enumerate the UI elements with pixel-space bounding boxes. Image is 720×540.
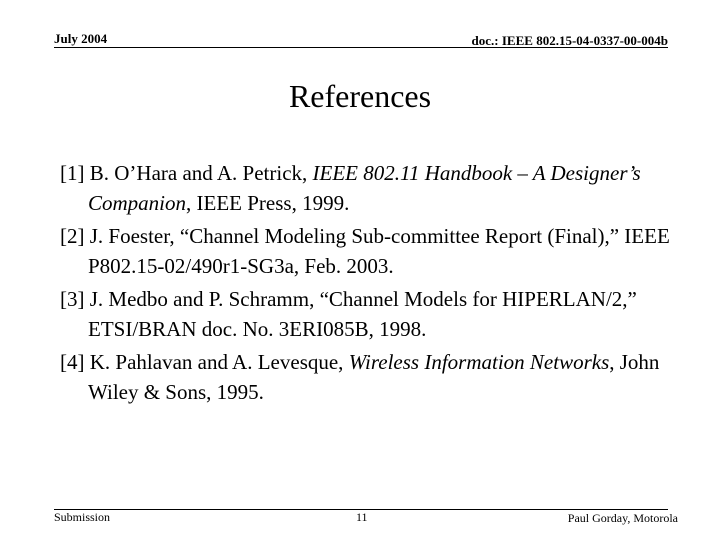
- reference-text-end: , John Wiley & Sons, 1995.: [88, 350, 660, 404]
- slide-title: References: [288, 78, 432, 114]
- reference-text: B. O’Hara and A. Petrick,: [89, 161, 313, 185]
- footer-author: Paul Gorday, Motorola: [567, 511, 678, 525]
- header-doc-id: doc.: IEEE 802.15-04-0337-00-004b: [471, 33, 668, 48]
- header-rule: [54, 47, 668, 48]
- reference-item: [60, 221, 680, 281]
- reference-text-end: , IEEE Press, 1999.: [186, 191, 350, 215]
- reference-number: [4]: [60, 350, 85, 374]
- header-date: July 2004: [54, 31, 108, 46]
- reference-text: K. Pahlavan and A. Levesque,: [89, 350, 349, 374]
- reference-number: [2]: [60, 224, 85, 248]
- reference-number: [3]: [60, 287, 85, 311]
- reference-item: [60, 158, 680, 218]
- reference-italic: IEEE 802.11 Handbook – A Designer’s Companion: [88, 161, 641, 215]
- footer-page-number: 11: [356, 510, 368, 524]
- reference-text: J. Foester, “Channel Modeling Sub-committee Report (Final),” IEEE P802.15-02/490r1-SG3a, Feb. 2003.: [88, 224, 670, 278]
- reference-italic: Wireless Information Networks: [348, 350, 610, 374]
- reference-item: [60, 347, 680, 407]
- footer-submission: Submission: [54, 510, 111, 524]
- reference-number: [1]: [60, 161, 85, 185]
- reference-text: J. Medbo and P. Schramm, “Channel Models for HIPERLAN/2,” ETSI/BRAN doc. No. 3ERI085B, 1998.: [88, 287, 637, 341]
- reference-list: [60, 158, 680, 410]
- reference-item: [60, 284, 680, 344]
